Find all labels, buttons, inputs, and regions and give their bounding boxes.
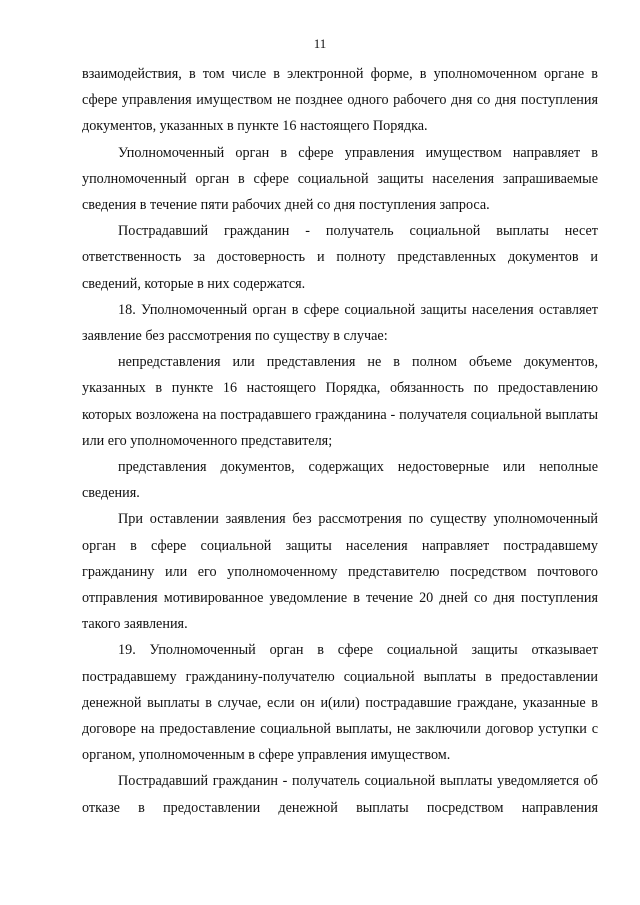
paragraph-false-documents: представления документов, содержащих недостоверные или неполные сведения.	[82, 459, 598, 502]
paragraph-notification: При оставлении заявления без рассмотрения по существу уполномоченный орган в сфере социальной защиты населения направляет пострадавшему гражданину или его уполномоченному представителю посредством почтового отправления мотивированное уведомление в течение 20 дней со дня поступления такого заявления.	[82, 511, 598, 633]
document-body	[82, 61, 598, 821]
paragraph-responsibility: Пострадавший гражданин - получатель социальной выплаты несет ответственность за достоверность и полноту представленных документов и сведений, которые в них содержатся.	[82, 223, 598, 292]
paragraph-nonsubmission: непредставления или представления не в полном объеме документов, указанных в пункте 16 настоящего Порядка, обязанность по предоставлению которых возложена на пострадавшего гражданина - получателя социальной выплаты или его уполномоченного представителя;	[82, 354, 598, 449]
paragraph-refusal-notice: Пострадавший гражданин - получатель социальной выплаты уведомляется об отказе в предоставлении денежной выплаты посредством направления	[82, 773, 598, 816]
paragraph-continuation: взаимодействия, в том числе в электронной форме, в уполномоченном органе в сфере управления имуществом не позднее одного рабочего дня со дня поступления документов, указанных в пункте 16 настоящего Порядка.	[82, 66, 598, 135]
paragraph-authority-response: Уполномоченный орган в сфере управления имуществом направляет в уполномоченный орган в сфере социальной защиты населения запрашиваемые сведения в течение пяти рабочих дней со дня поступления запроса.	[82, 144, 598, 214]
paragraph-item-19: 19. Уполномоченный орган в сфере социальной защиты отказывает пострадавшему гражданину-получателю социальной выплаты в предоставлении денежной выплаты в случае, если он и(или) пострадавшие граждане, указанные в договоре на предоставление социальной выплаты, не заключили договор уступки с органом, уполномоченным в сфере управления имуществом.	[82, 642, 598, 764]
page-number: 11	[313, 36, 327, 51]
paragraph-item-18: 18. Уполномоченный орган в сфере социальной защиты населения оставляет заявление без рассмотрения по существу в случае:	[82, 301, 598, 345]
